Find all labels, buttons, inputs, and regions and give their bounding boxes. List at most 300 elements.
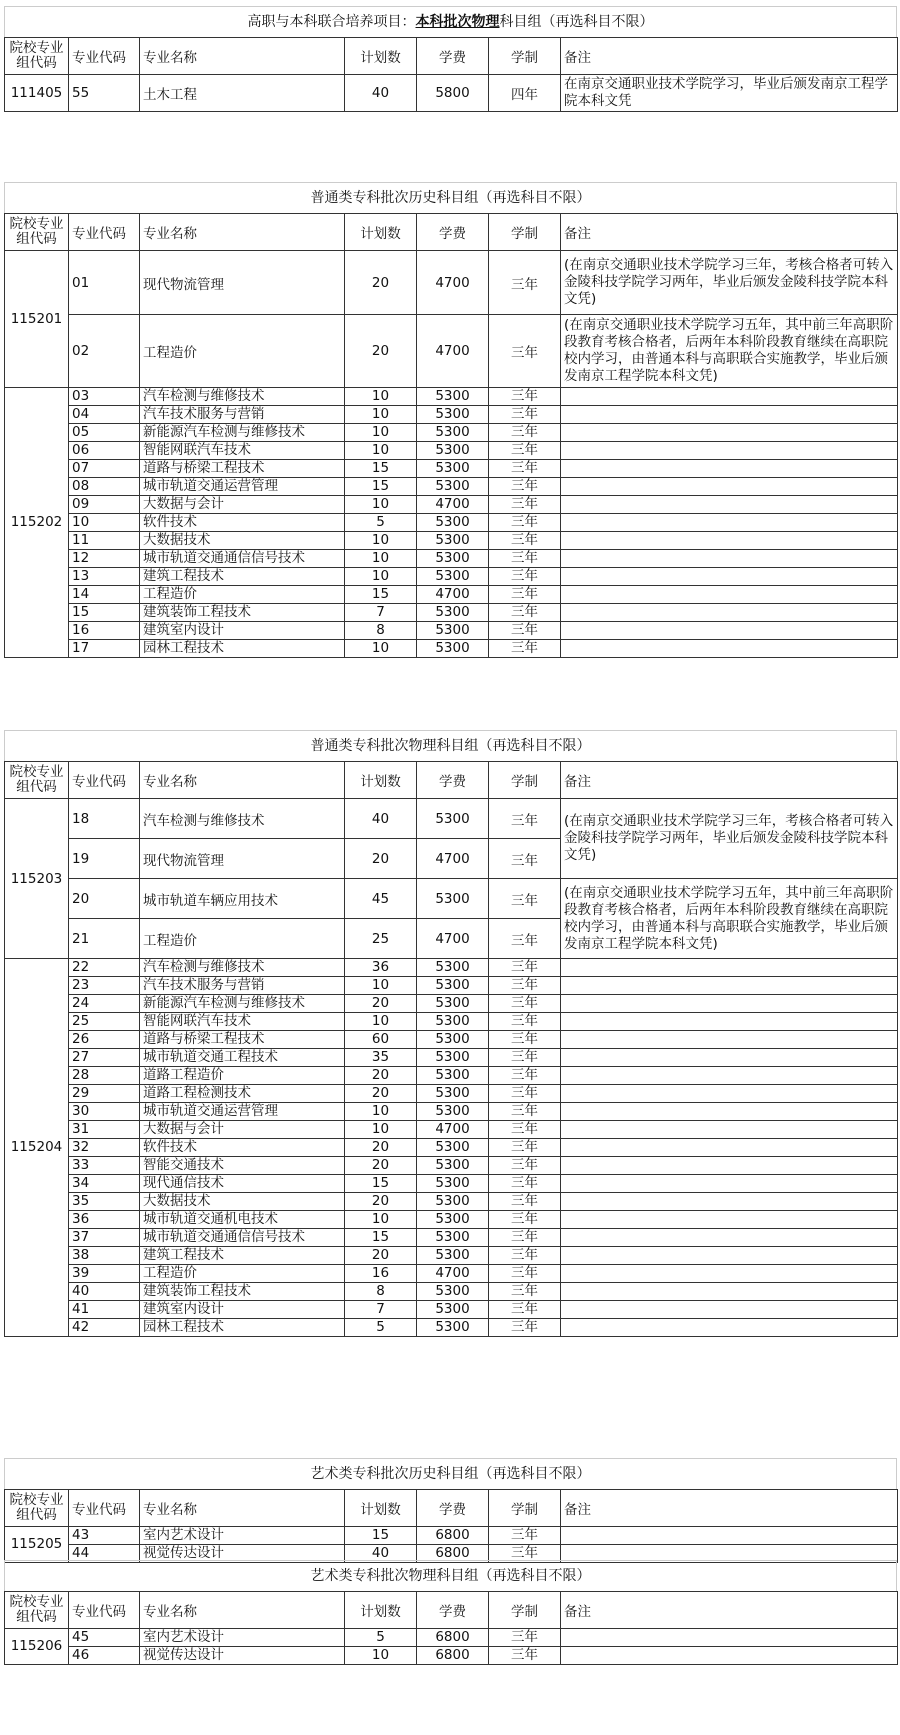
tuition: 4700: [417, 919, 489, 959]
plan-count: 10: [345, 532, 417, 550]
tuition: 5300: [417, 959, 489, 977]
note: [561, 1193, 898, 1211]
note: [561, 1103, 898, 1121]
tuition: 5300: [417, 1229, 489, 1247]
table-row: [5, 550, 898, 568]
major-name: 城市轨道交通通信信号技术: [140, 1229, 345, 1247]
tuition: 5300: [417, 1247, 489, 1265]
table-row: [5, 1031, 898, 1049]
note: [561, 388, 898, 406]
note: [561, 1175, 898, 1193]
header-major-code: 专业代码: [69, 1592, 140, 1629]
major-code: 05: [69, 424, 140, 442]
table-row: [5, 586, 898, 604]
header-years: 学制: [489, 38, 561, 75]
header-fee: 学费: [417, 1592, 489, 1629]
duration: 三年: [489, 586, 561, 604]
tuition: 6800: [417, 1647, 489, 1665]
table-row: [5, 1121, 898, 1139]
plan-count: 25: [345, 919, 417, 959]
tuition: 6800: [417, 1527, 489, 1545]
table-row: [5, 959, 898, 977]
note: [561, 622, 898, 640]
major-name: 工程造价: [140, 315, 345, 388]
note: [561, 640, 898, 658]
duration: 三年: [489, 799, 561, 839]
major-code: 09: [69, 496, 140, 514]
tuition: 5300: [417, 995, 489, 1013]
major-code: 15: [69, 604, 140, 622]
note: [561, 1139, 898, 1157]
plan-count: 15: [345, 586, 417, 604]
table-row: [5, 1085, 898, 1103]
tuition: 5300: [417, 977, 489, 995]
plan-count: 10: [345, 640, 417, 658]
table-row: [5, 460, 898, 478]
duration: 三年: [489, 839, 561, 879]
major-code: 10: [69, 514, 140, 532]
major-code: 32: [69, 1139, 140, 1157]
major-code: 17: [69, 640, 140, 658]
section-vocational-physics: [4, 730, 897, 1337]
tuition: 5300: [417, 1085, 489, 1103]
group-code: 111405: [5, 75, 69, 112]
table-row: [5, 442, 898, 460]
table-row: [5, 388, 898, 406]
header-major-code: 专业代码: [69, 1490, 140, 1527]
major-name: 室内艺术设计: [140, 1629, 345, 1647]
plan-count: 10: [345, 406, 417, 424]
tuition: 5300: [417, 1049, 489, 1067]
header-major-code: 专业代码: [69, 38, 140, 75]
header-years: 学制: [489, 1592, 561, 1629]
major-code: 29: [69, 1085, 140, 1103]
tuition: 5300: [417, 442, 489, 460]
note: [561, 406, 898, 424]
tuition: 4700: [417, 1121, 489, 1139]
major-name: 园林工程技术: [140, 640, 345, 658]
note: 在南京交通职业技术学院学习，毕业后颁发南京工程学院本科文凭: [561, 75, 898, 112]
note: [561, 514, 898, 532]
plan-count: 10: [345, 442, 417, 460]
plan-count: 60: [345, 1031, 417, 1049]
tuition: 4700: [417, 1265, 489, 1283]
note: (在南京交通职业技术学院学习三年，考核合格者可转入金陵科技学院学习两年，毕业后颁发金陵科技学院本科文凭): [561, 799, 898, 879]
major-code: 39: [69, 1265, 140, 1283]
note: [561, 478, 898, 496]
major-code: 22: [69, 959, 140, 977]
plan-count: 10: [345, 388, 417, 406]
major-name: 建筑装饰工程技术: [140, 1283, 345, 1301]
major-code: 14: [69, 586, 140, 604]
major-code: 46: [69, 1647, 140, 1665]
tuition: 5300: [417, 514, 489, 532]
major-name: 大数据与会计: [140, 496, 345, 514]
duration: 三年: [489, 1193, 561, 1211]
table-row: [5, 1265, 898, 1283]
plan-count: 35: [345, 1049, 417, 1067]
major-code: 25: [69, 1013, 140, 1031]
header-plan: 计划数: [345, 214, 417, 251]
duration: 三年: [489, 879, 561, 919]
tuition: 5300: [417, 460, 489, 478]
major-name: 智能网联汽车技术: [140, 1013, 345, 1031]
note: [561, 442, 898, 460]
header-major-name: 专业名称: [140, 214, 345, 251]
duration: 三年: [489, 406, 561, 424]
major-code: 07: [69, 460, 140, 478]
table-row: [5, 424, 898, 442]
note: [561, 1085, 898, 1103]
header-note: 备注: [561, 38, 898, 75]
major-code: 37: [69, 1229, 140, 1247]
header-major-code: 专业代码: [69, 762, 140, 799]
major-code: 55: [69, 75, 140, 112]
header-group: 院校专业组代码: [5, 38, 69, 75]
plan-table: [4, 761, 898, 1337]
plan-count: 10: [345, 1647, 417, 1665]
note: [561, 1629, 898, 1647]
group-code: 115201: [5, 251, 69, 388]
tuition: 5300: [417, 1211, 489, 1229]
major-name: 工程造价: [140, 1265, 345, 1283]
major-name: 大数据技术: [140, 532, 345, 550]
plan-count: 8: [345, 622, 417, 640]
tuition: 5300: [417, 478, 489, 496]
tuition: 5300: [417, 879, 489, 919]
section-art-history: [4, 1458, 897, 1563]
table-row: [5, 1067, 898, 1085]
note: [561, 1247, 898, 1265]
plan-count: 10: [345, 424, 417, 442]
major-code: 38: [69, 1247, 140, 1265]
tuition: 5300: [417, 799, 489, 839]
major-name: 建筑工程技术: [140, 1247, 345, 1265]
major-name: 汽车技术服务与营销: [140, 406, 345, 424]
table-row: [5, 879, 898, 919]
duration: 三年: [489, 1085, 561, 1103]
table-row: [5, 1527, 898, 1545]
duration: 三年: [489, 1647, 561, 1665]
plan-count: 10: [345, 568, 417, 586]
header-plan: 计划数: [345, 762, 417, 799]
note: [561, 460, 898, 478]
major-name: 土木工程: [140, 75, 345, 112]
tuition: 5300: [417, 406, 489, 424]
major-name: 现代物流管理: [140, 839, 345, 879]
duration: 三年: [489, 640, 561, 658]
plan-table: [4, 213, 898, 658]
header-plan: 计划数: [345, 38, 417, 75]
major-name: 道路工程造价: [140, 1067, 345, 1085]
plan-count: 5: [345, 1629, 417, 1647]
tuition: 5300: [417, 568, 489, 586]
table-row: [5, 1229, 898, 1247]
header-years: 学制: [489, 214, 561, 251]
duration: 三年: [489, 959, 561, 977]
duration: 三年: [489, 460, 561, 478]
header-note: 备注: [561, 1490, 898, 1527]
major-name: 智能网联汽车技术: [140, 442, 345, 460]
major-name: 城市轨道交通机电技术: [140, 1211, 345, 1229]
table-row: [5, 1049, 898, 1067]
major-code: 27: [69, 1049, 140, 1067]
major-name: 城市轨道车辆应用技术: [140, 879, 345, 919]
plan-count: 10: [345, 1103, 417, 1121]
tuition: 6800: [417, 1545, 489, 1563]
header-group: 院校专业组代码: [5, 214, 69, 251]
header-group: 院校专业组代码: [5, 1592, 69, 1629]
major-name: 汽车检测与维修技术: [140, 388, 345, 406]
header-row: [5, 1592, 898, 1629]
note: [561, 1157, 898, 1175]
header-group: 院校专业组代码: [5, 762, 69, 799]
duration: 三年: [489, 568, 561, 586]
table-row: [5, 514, 898, 532]
tuition: 5300: [417, 622, 489, 640]
note: [561, 1121, 898, 1139]
major-code: 19: [69, 839, 140, 879]
major-name: 建筑室内设计: [140, 1301, 345, 1319]
major-code: 30: [69, 1103, 140, 1121]
note: [561, 1647, 898, 1665]
major-code: 11: [69, 532, 140, 550]
major-code: 24: [69, 995, 140, 1013]
note: [561, 1527, 898, 1545]
tuition: 4700: [417, 839, 489, 879]
major-name: 建筑装饰工程技术: [140, 604, 345, 622]
table-row: [5, 496, 898, 514]
duration: 三年: [489, 1301, 561, 1319]
section-title: 高职与本科联合培养项目：本科批次物理科目组（再选科目不限）: [4, 6, 897, 37]
table-row: [5, 568, 898, 586]
major-code: 16: [69, 622, 140, 640]
tuition: 5300: [417, 1175, 489, 1193]
major-name: 汽车技术服务与营销: [140, 977, 345, 995]
major-name: 工程造价: [140, 586, 345, 604]
group-code: 115205: [5, 1527, 69, 1563]
plan-count: 15: [345, 1229, 417, 1247]
plan-count: 20: [345, 839, 417, 879]
note: [561, 1319, 898, 1337]
major-code: 31: [69, 1121, 140, 1139]
plan-table: [4, 1489, 898, 1563]
duration: 三年: [489, 1121, 561, 1139]
duration: 三年: [489, 388, 561, 406]
major-name: 道路与桥梁工程技术: [140, 1031, 345, 1049]
note: [561, 1031, 898, 1049]
header-major-name: 专业名称: [140, 38, 345, 75]
duration: 三年: [489, 1545, 561, 1563]
section-undergrad-physics: [4, 6, 897, 112]
note: (在南京交通职业技术学院学习五年，其中前三年高职阶段教育考核合格者，后两年本科阶段教育继续在高职院校内学习，由普通本科与高职联合实施教学，毕业后颁发南京工程学院本科文凭): [561, 315, 898, 388]
header-group: 院校专业组代码: [5, 1490, 69, 1527]
header-major-name: 专业名称: [140, 1490, 345, 1527]
plan-count: 40: [345, 799, 417, 839]
plan-count: 20: [345, 1247, 417, 1265]
major-code: 44: [69, 1545, 140, 1563]
tuition: 5300: [417, 1139, 489, 1157]
plan-count: 15: [345, 478, 417, 496]
tuition: 5300: [417, 424, 489, 442]
table-row: [5, 251, 898, 315]
plan-count: 36: [345, 959, 417, 977]
table-row: [5, 478, 898, 496]
note: [561, 1229, 898, 1247]
plan-count: 15: [345, 460, 417, 478]
major-name: 智能交通技术: [140, 1157, 345, 1175]
note: [561, 568, 898, 586]
tuition: 5800: [417, 75, 489, 112]
table-row: [5, 1301, 898, 1319]
plan-count: 20: [345, 1085, 417, 1103]
section-title: 普通类专科批次历史科目组（再选科目不限）: [4, 182, 897, 213]
major-name: 工程造价: [140, 919, 345, 959]
major-name: 建筑室内设计: [140, 622, 345, 640]
plan-count: 15: [345, 1175, 417, 1193]
duration: 三年: [489, 1013, 561, 1031]
major-code: 26: [69, 1031, 140, 1049]
table-row: [5, 406, 898, 424]
major-name: 汽车检测与维修技术: [140, 799, 345, 839]
tuition: 6800: [417, 1629, 489, 1647]
plan-count: 10: [345, 550, 417, 568]
group-code: 115203: [5, 799, 69, 959]
header-row: [5, 762, 898, 799]
plan-count: 45: [345, 879, 417, 919]
note: [561, 532, 898, 550]
major-code: 36: [69, 1211, 140, 1229]
major-name: 软件技术: [140, 1139, 345, 1157]
plan-count: 20: [345, 1157, 417, 1175]
table-row: [5, 977, 898, 995]
table-row: [5, 622, 898, 640]
duration: 三年: [489, 1211, 561, 1229]
group-code: 115204: [5, 959, 69, 1337]
section-vocational-history: [4, 182, 897, 658]
duration: 三年: [489, 919, 561, 959]
plan-table: [4, 37, 898, 112]
duration: 三年: [489, 424, 561, 442]
major-name: 园林工程技术: [140, 1319, 345, 1337]
plan-table: [4, 1591, 898, 1665]
table-row: [5, 1103, 898, 1121]
header-note: 备注: [561, 214, 898, 251]
duration: 三年: [489, 251, 561, 315]
plan-count: 20: [345, 315, 417, 388]
major-code: 02: [69, 315, 140, 388]
major-name: 城市轨道交通运营管理: [140, 1103, 345, 1121]
major-code: 12: [69, 550, 140, 568]
table-row: [5, 604, 898, 622]
table-row: [5, 640, 898, 658]
header-years: 学制: [489, 1490, 561, 1527]
tuition: 5300: [417, 1283, 489, 1301]
tuition: 5300: [417, 532, 489, 550]
note: [561, 977, 898, 995]
section-art-physics: [4, 1560, 897, 1665]
header-fee: 学费: [417, 214, 489, 251]
duration: 三年: [489, 604, 561, 622]
major-name: 城市轨道交通通信信号技术: [140, 550, 345, 568]
plan-count: 20: [345, 1067, 417, 1085]
major-name: 视觉传达设计: [140, 1647, 345, 1665]
major-name: 软件技术: [140, 514, 345, 532]
header-note: 备注: [561, 1592, 898, 1629]
table-row: [5, 75, 898, 112]
plan-count: 10: [345, 1121, 417, 1139]
major-name: 城市轨道交通运营管理: [140, 478, 345, 496]
duration: 三年: [489, 977, 561, 995]
plan-count: 7: [345, 604, 417, 622]
table-row: [5, 799, 898, 839]
major-code: 21: [69, 919, 140, 959]
table-row: [5, 315, 898, 388]
header-major-name: 专业名称: [140, 1592, 345, 1629]
duration: 三年: [489, 478, 561, 496]
table-row: [5, 995, 898, 1013]
table-row: [5, 1319, 898, 1337]
table-row: [5, 1211, 898, 1229]
plan-count: 10: [345, 1013, 417, 1031]
duration: 三年: [489, 532, 561, 550]
note: [561, 1211, 898, 1229]
note: [561, 1013, 898, 1031]
plan-count: 20: [345, 1139, 417, 1157]
major-code: 28: [69, 1067, 140, 1085]
major-code: 13: [69, 568, 140, 586]
header-row: [5, 38, 898, 75]
duration: 三年: [489, 995, 561, 1013]
plan-count: 7: [345, 1301, 417, 1319]
major-code: 34: [69, 1175, 140, 1193]
major-code: 43: [69, 1527, 140, 1545]
header-fee: 学费: [417, 38, 489, 75]
header-row: [5, 214, 898, 251]
header-fee: 学费: [417, 1490, 489, 1527]
table-row: [5, 1629, 898, 1647]
note: [561, 496, 898, 514]
duration: 三年: [489, 514, 561, 532]
duration: 三年: [489, 1527, 561, 1545]
major-code: 08: [69, 478, 140, 496]
duration: 三年: [489, 1283, 561, 1301]
major-name: 大数据与会计: [140, 1121, 345, 1139]
major-name: 建筑工程技术: [140, 568, 345, 586]
header-row: [5, 1490, 898, 1527]
note: [561, 424, 898, 442]
duration: 三年: [489, 1049, 561, 1067]
section-title: 艺术类专科批次物理科目组（再选科目不限）: [4, 1560, 897, 1591]
header-plan: 计划数: [345, 1490, 417, 1527]
group-code: 115206: [5, 1629, 69, 1665]
plan-count: 10: [345, 977, 417, 995]
tuition: 5300: [417, 388, 489, 406]
group-code: 115202: [5, 388, 69, 658]
table-row: [5, 532, 898, 550]
major-code: 04: [69, 406, 140, 424]
plan-count: 20: [345, 1193, 417, 1211]
tuition: 5300: [417, 1319, 489, 1337]
major-code: 45: [69, 1629, 140, 1647]
plan-count: 5: [345, 1319, 417, 1337]
tuition: 5300: [417, 550, 489, 568]
major-code: 42: [69, 1319, 140, 1337]
table-row: [5, 1283, 898, 1301]
header-major-code: 专业代码: [69, 214, 140, 251]
plan-count: 5: [345, 514, 417, 532]
plan-count: 20: [345, 251, 417, 315]
